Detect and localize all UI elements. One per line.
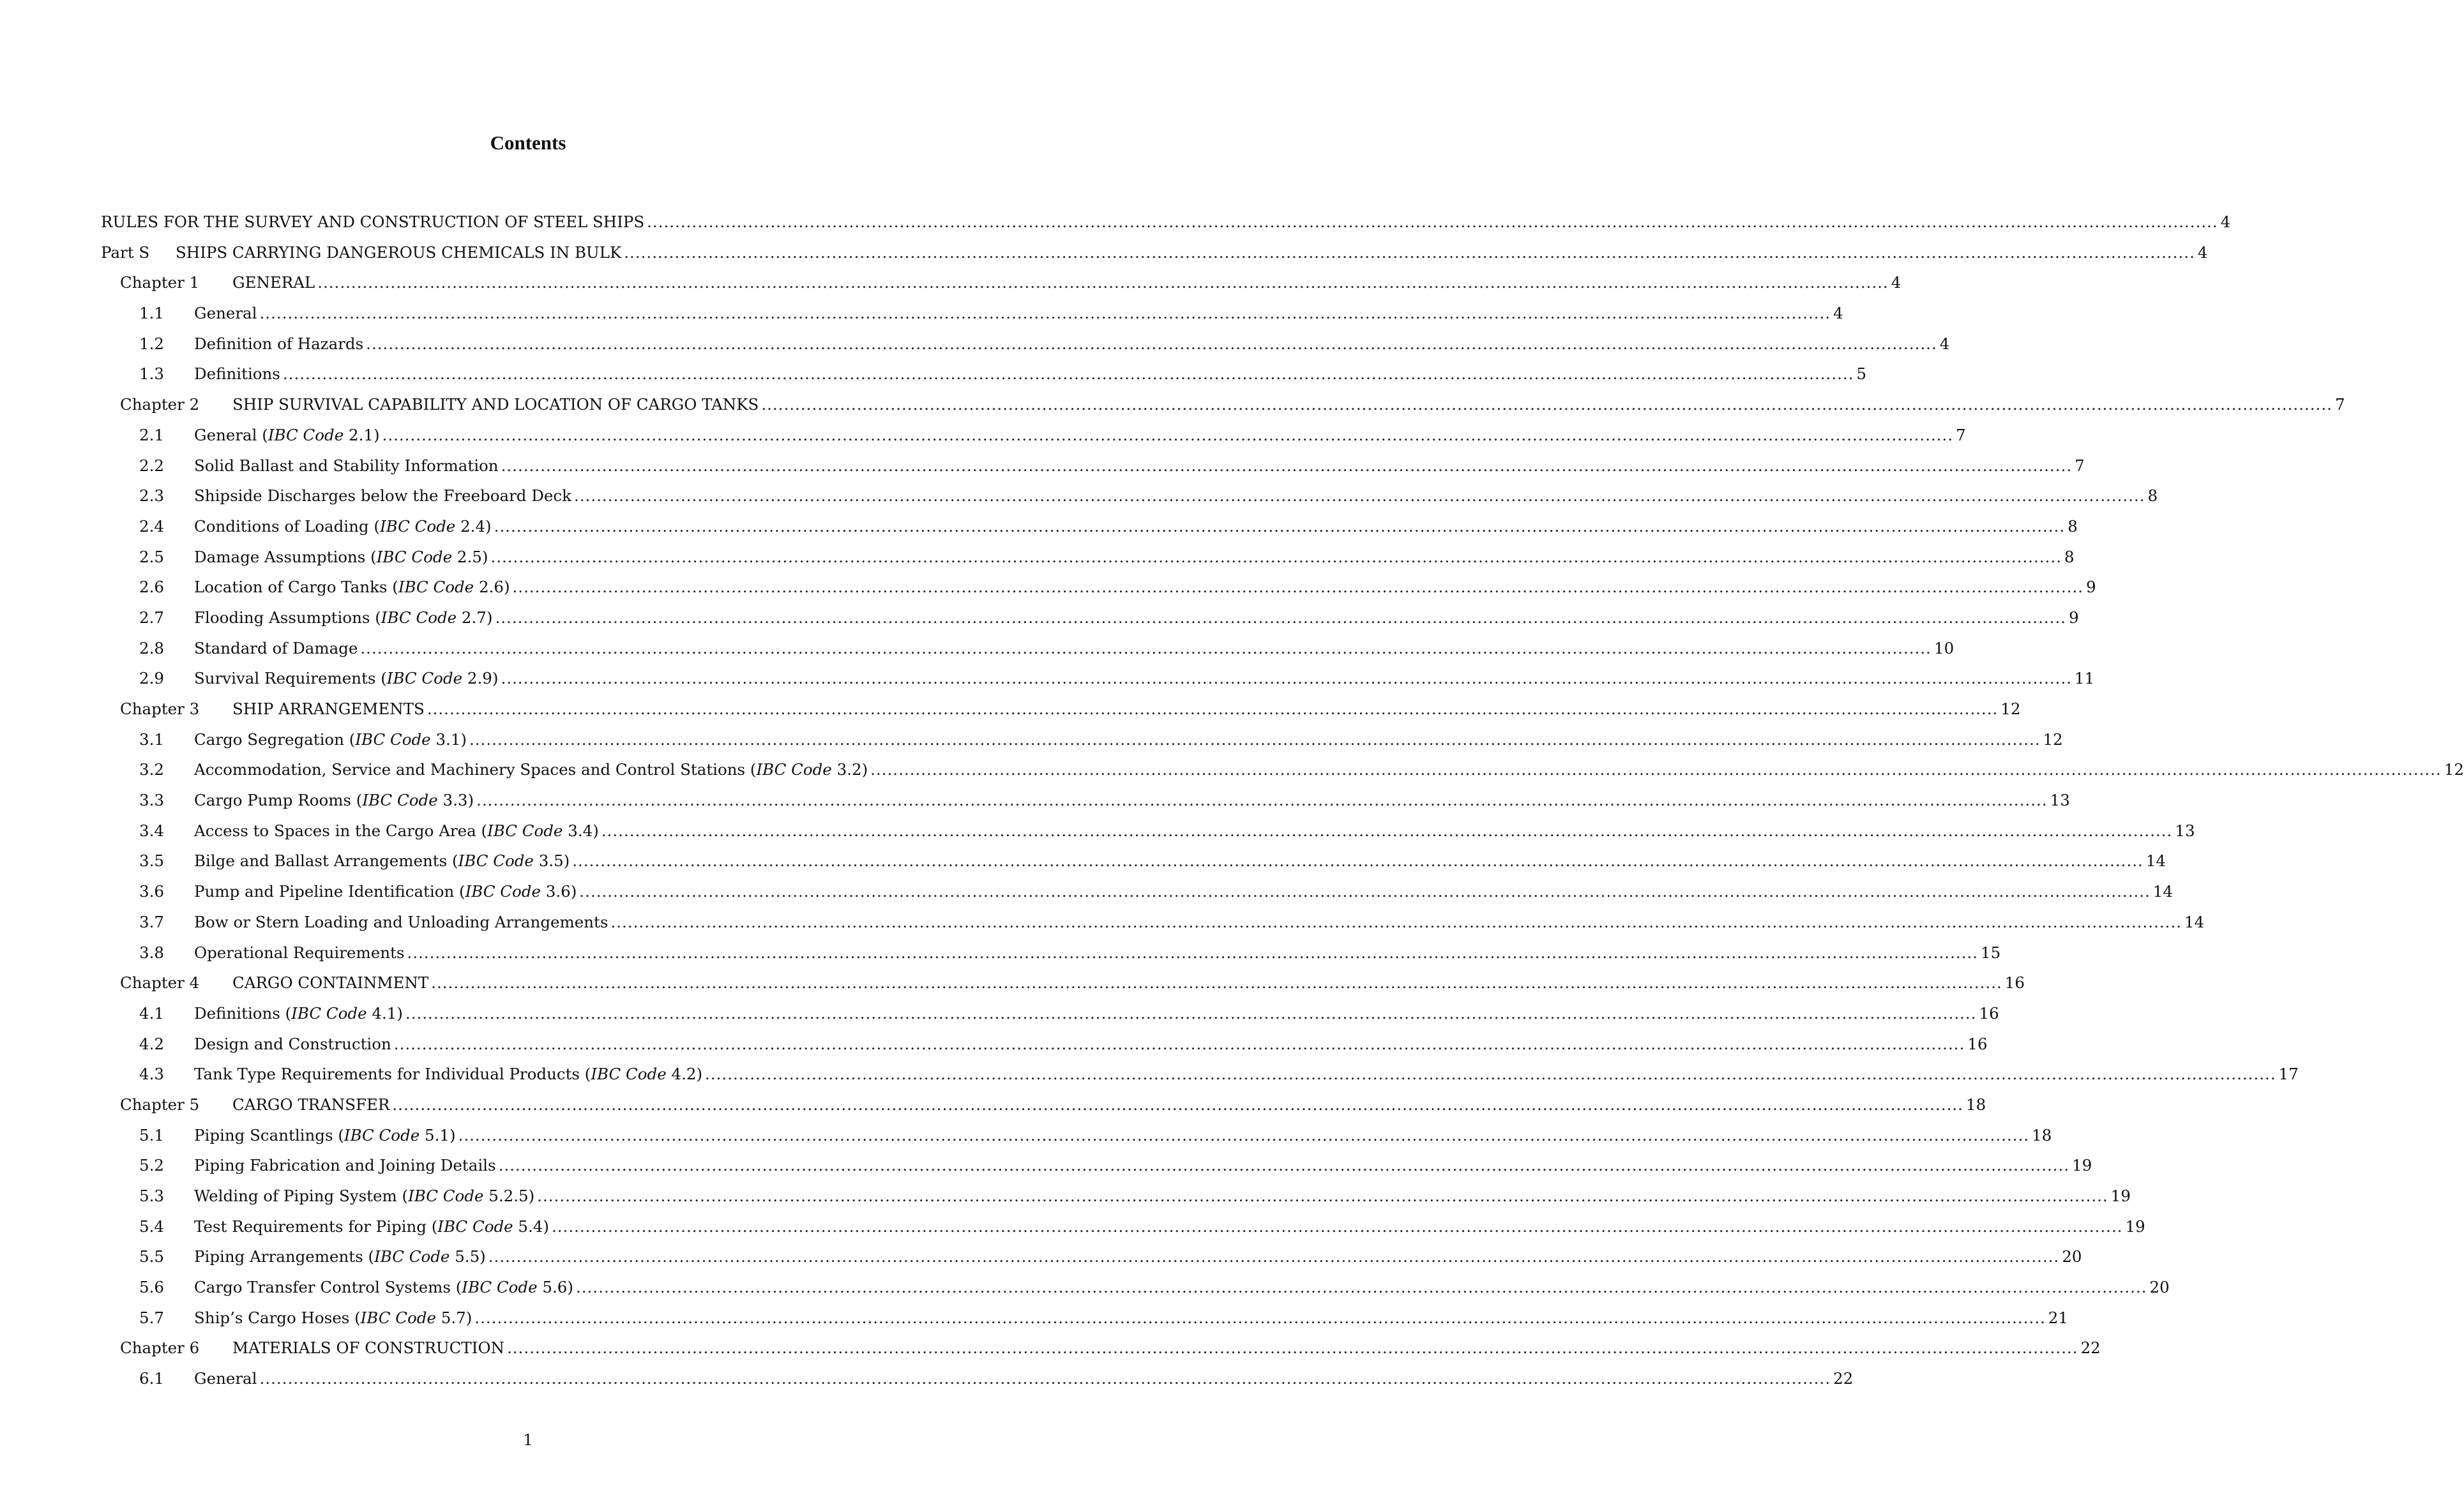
toc-entry-title-text: CARGO TRANSFER <box>232 1095 390 1114</box>
toc-entry[interactable] <box>101 663 2095 694</box>
toc-entry-number: Chapter 2 <box>120 395 200 414</box>
toc-entry-number: 2.6 <box>139 578 164 597</box>
toc-entry-number: Chapter 6 <box>120 1339 200 1358</box>
toc-entry-page: 7 <box>1956 425 1966 444</box>
toc-entry-code-name: IBC Code <box>591 1065 667 1084</box>
toc-leader-dots <box>488 1242 2060 1272</box>
toc-entry[interactable] <box>101 1059 2299 1090</box>
toc-entry-title <box>101 207 644 237</box>
toc-entry[interactable] <box>101 329 1950 359</box>
toc-entry-page: 13 <box>2175 821 2195 840</box>
toc-entry-page: 19 <box>2125 1217 2145 1236</box>
toc-entry-title-text: Welding of Piping System ( <box>194 1187 409 1205</box>
toc-entry-page: 14 <box>2145 852 2166 871</box>
toc-entry-code-ref: 5.1) <box>419 1125 456 1144</box>
toc-entry-code-name: IBC Code <box>360 1308 436 1327</box>
toc-entry-number: 5.3 <box>139 1187 164 1205</box>
toc-entry-title-text: CARGO CONTAINMENT <box>232 973 429 993</box>
toc-entry-page: 16 <box>1967 1034 1988 1053</box>
toc-leader-dots <box>499 1150 2070 1181</box>
toc-entry-number: 4.2 <box>139 1034 164 1053</box>
toc-entry[interactable] <box>101 237 2208 268</box>
toc-entry-title-text: Test Requirements for Piping ( <box>194 1217 438 1236</box>
toc-entry-number: 2.9 <box>139 669 164 688</box>
toc-entry[interactable] <box>101 907 2205 938</box>
toc-entry-title-text: Ship’s Cargo Hoses ( <box>194 1308 361 1327</box>
toc-entry-title <box>194 451 499 481</box>
toc-entry-page: 11 <box>2075 669 2095 688</box>
toc-entry-number: 1.2 <box>139 334 164 353</box>
toc-entry-title-text: Cargo Transfer Control Systems ( <box>194 1278 462 1297</box>
toc-entry-title <box>194 998 403 1029</box>
toc-entry-number: 2.3 <box>139 486 164 506</box>
toc-entry-number: 3.1 <box>139 730 164 749</box>
toc-entry-page: 16 <box>2004 973 2025 993</box>
toc-entry-code-name: IBC Code <box>756 760 832 779</box>
toc-leader-dots <box>507 1333 2078 1363</box>
toc-entry-number: 5.2 <box>139 1156 164 1175</box>
toc-entry[interactable] <box>101 754 2464 785</box>
toc-leader-dots <box>705 1059 2276 1090</box>
toc-entry-title <box>194 1212 549 1242</box>
toc-leader-dots <box>469 724 2041 755</box>
toc-entry-title-text: SHIPS CARRYING DANGEROUS CHEMICALS IN BULK <box>176 243 622 262</box>
toc-leader-dots <box>360 633 1931 664</box>
toc-leader-dots <box>501 451 2073 481</box>
toc-leader-dots <box>574 481 2145 511</box>
toc-entry-page: 7 <box>2334 395 2345 414</box>
toc-entry-title-text: RULES FOR THE SURVEY AND CONSTRUCTION OF STEEL SHIPS <box>101 213 645 231</box>
toc-entry-title-text: MATERIALS OF CONSTRUCTION <box>232 1339 504 1358</box>
toc-entry-title <box>232 694 425 724</box>
toc-entry[interactable] <box>101 207 2231 237</box>
toc-leader-dots <box>407 938 1978 968</box>
toc-leader-dots <box>624 237 2195 268</box>
toc-entry-code-ref: 2.9) <box>462 669 499 688</box>
toc-entry-number: 4.1 <box>139 1003 164 1023</box>
toc-entry[interactable] <box>101 420 1966 451</box>
toc-leader-dots <box>495 603 2066 633</box>
toc-leader-dots <box>431 968 2002 998</box>
toc-entry-title-text: Location of Cargo Tanks ( <box>194 578 398 597</box>
toc-entry-code-name: IBC Code <box>376 547 453 566</box>
toc-entry-page: 22 <box>2080 1339 2101 1358</box>
toc-entry-title <box>194 876 577 907</box>
toc-entry-page: 20 <box>2062 1247 2082 1266</box>
toc-entry-title-text: Standard of Damage <box>194 638 358 657</box>
toc-entry-code-name: IBC Code <box>465 882 541 901</box>
toc-entry-page: 13 <box>2050 791 2070 810</box>
toc-entry-title <box>194 1181 534 1212</box>
toc-entry-title-text: Access to Spaces in the Cargo Area ( <box>194 821 488 840</box>
toc-entry-title-text: SHIP ARRANGEMENTS <box>232 700 425 718</box>
toc-leader-dots <box>870 754 2442 785</box>
toc-entry-code-name: IBC Code <box>268 425 344 444</box>
toc-entry-title <box>194 1272 573 1303</box>
toc-leader-dots <box>513 572 2084 603</box>
toc-entry[interactable] <box>101 633 1954 664</box>
toc-entry-number: 4.3 <box>139 1065 164 1084</box>
toc-entry-code-ref: 3.1) <box>430 730 467 749</box>
toc-entry-title-text: GENERAL <box>232 273 315 292</box>
toc-entry-title <box>194 572 510 603</box>
toc-entry-number: Chapter 5 <box>120 1095 200 1114</box>
toc-entry-title-text: SHIP SURVIVAL CAPABILITY AND LOCATION OF CARGO TANKS <box>232 395 759 414</box>
toc-entry-page: 19 <box>2072 1156 2092 1175</box>
toc-entry-title-text: Tank Type Requirements for Individual Products ( <box>194 1065 591 1084</box>
toc-entry-number: 3.6 <box>139 882 164 901</box>
toc-entry-code-ref: 3.3) <box>437 791 474 810</box>
toc-entry-number: 5.6 <box>139 1278 164 1297</box>
toc-entry-code-name: IBC Code <box>379 516 456 536</box>
toc-entry-title-text: Accommodation, Service and Machinery Spaces and Control Stations ( <box>194 760 757 779</box>
toc-leader-dots <box>576 1272 2147 1303</box>
toc-entry[interactable] <box>101 1363 1854 1394</box>
toc-entry-title <box>194 1150 496 1181</box>
page-title: Contents <box>490 131 566 154</box>
toc-entry[interactable] <box>101 998 1999 1029</box>
toc-entry[interactable] <box>101 938 2001 968</box>
toc-leader-dots <box>283 359 1854 389</box>
toc-entry-number: Chapter 1 <box>120 273 200 292</box>
toc-entry-page: 4 <box>2197 243 2208 262</box>
toc-entry[interactable] <box>101 572 2096 603</box>
toc-entry-title-text: Design and Construction <box>194 1034 391 1053</box>
toc-leader-dots <box>647 207 2218 237</box>
toc-entry-code-ref: 5.5) <box>450 1247 486 1266</box>
toc-entry-title <box>232 1333 504 1363</box>
toc-entry-page: 17 <box>2278 1065 2299 1084</box>
toc-entry-page: 4 <box>1833 304 1843 323</box>
toc-entry-code-name: IBC Code <box>344 1125 420 1144</box>
toc-entry-page: 15 <box>1981 943 2001 962</box>
toc-entry[interactable] <box>101 846 2166 876</box>
toc-entry-number: 2.1 <box>139 425 164 444</box>
toc-entry-code-name: IBC Code <box>462 1278 538 1297</box>
toc-entry-number: 2.4 <box>139 516 164 536</box>
toc-entry-title-text: Definitions <box>194 364 280 384</box>
toc-entry-page: 16 <box>1979 1003 1999 1023</box>
toc-entry[interactable] <box>101 1029 1988 1060</box>
toc-entry-number: 2.7 <box>139 608 164 627</box>
toc-entry[interactable] <box>101 451 2085 481</box>
toc-entry-title-text: Bilge and Ballast Arrangements ( <box>194 852 458 871</box>
toc-leader-dots <box>392 1090 1963 1120</box>
toc-leader-dots <box>366 329 1937 359</box>
toc-entry-number: 1.1 <box>139 304 164 323</box>
toc-entry[interactable] <box>101 968 2025 998</box>
toc-entry-number: 3.3 <box>139 791 164 810</box>
toc-entry-number: 2.2 <box>139 456 164 475</box>
toc-entry-title-text: Cargo Pump Rooms ( <box>194 791 363 810</box>
toc-entry-page: 8 <box>2067 516 2078 536</box>
toc-entry-page: 12 <box>2444 760 2464 779</box>
toc-leader-dots <box>610 907 2182 938</box>
toc-entry-title <box>194 1059 702 1090</box>
toc-entry-title-text: Pump and Pipeline Identification ( <box>194 882 465 901</box>
toc-leader-dots <box>579 876 2150 907</box>
toc-entry-number: Chapter 4 <box>120 973 200 993</box>
toc-entry-title <box>232 968 428 998</box>
toc-entry-title-text: Bow or Stern Loading and Unloading Arrangements <box>194 912 608 931</box>
toc-entry-title <box>194 633 358 664</box>
toc-entry-title <box>194 724 467 755</box>
toc-entry-title-text: Operational Requirements <box>194 943 405 962</box>
toc-leader-dots <box>601 816 2173 846</box>
toc-entry-title-text: Survival Requirements ( <box>194 669 387 688</box>
toc-entry-title <box>194 785 474 816</box>
toc-entry-page: 14 <box>2184 912 2205 931</box>
toc-entry-title <box>194 1363 257 1394</box>
toc-entry-title <box>194 542 488 573</box>
toc-entry-title-text: Piping Arrangements ( <box>194 1247 375 1266</box>
toc-entry-page: 9 <box>2069 608 2079 627</box>
toc-entry-code-name: IBC Code <box>362 791 438 810</box>
toc-entry-number: 3.4 <box>139 821 164 840</box>
toc-entry-code-name: IBC Code <box>355 730 431 749</box>
toc-entry-number: 2.8 <box>139 638 164 657</box>
toc-entry-title <box>194 298 257 329</box>
toc-entry[interactable] <box>101 1333 2101 1363</box>
toc-entry[interactable] <box>101 816 2195 846</box>
toc-entry-number: 5.5 <box>139 1247 164 1266</box>
toc-entry[interactable] <box>101 1150 2092 1181</box>
toc-entry-page: 12 <box>2000 700 2021 718</box>
toc-entry-code-ref: 2.4) <box>455 516 492 536</box>
page-number: 1 <box>523 1430 533 1449</box>
toc-entry-page: 4 <box>2220 213 2231 231</box>
toc-entry-title-text: Piping Fabrication and Joining Details <box>194 1156 496 1175</box>
toc-entry[interactable] <box>101 359 1867 389</box>
toc-entry-title <box>194 420 380 451</box>
toc-entry[interactable] <box>101 298 1843 329</box>
toc-entry-title <box>232 1090 389 1120</box>
toc-entry-title <box>194 359 280 389</box>
toc-leader-dots <box>552 1212 2123 1242</box>
toc-entry[interactable] <box>101 785 2070 816</box>
toc-entry[interactable] <box>101 876 2173 907</box>
toc-entry-number: Part S <box>101 243 150 262</box>
toc-entry-code-name: IBC Code <box>408 1187 484 1205</box>
toc-entry-title-text: Shipside Discharges below the Freeboard Deck <box>194 486 571 506</box>
toc-leader-dots <box>474 1303 2046 1333</box>
toc-leader-dots <box>405 998 1977 1029</box>
toc-entry-page: 9 <box>2086 578 2096 597</box>
toc-entry[interactable] <box>101 1242 2082 1272</box>
toc-leader-dots <box>317 267 1889 298</box>
toc-entry-code-ref: 4.2) <box>666 1065 703 1084</box>
toc-entry-page: 20 <box>2149 1278 2170 1297</box>
toc-entry-title <box>194 329 363 359</box>
toc-entry-page: 18 <box>1965 1095 1986 1114</box>
toc-entry-code-ref: 4.1) <box>367 1003 403 1023</box>
toc-entry-title <box>194 754 868 785</box>
toc-entry-number: 6.1 <box>139 1369 164 1388</box>
toc-entry-code-ref: 2.5) <box>452 547 488 566</box>
toc-entry-number: 3.5 <box>139 852 164 871</box>
toc-entry-title <box>176 237 621 268</box>
toc-leader-dots <box>260 298 1831 329</box>
toc-entry-code-name: IBC Code <box>458 852 534 871</box>
toc-leader-dots <box>427 694 1999 724</box>
toc-entry-number: 3.8 <box>139 943 164 962</box>
toc-entry-page: 12 <box>2043 730 2063 749</box>
toc-entry[interactable] <box>101 694 2021 724</box>
toc-entry-title <box>232 267 315 298</box>
toc-entry-title <box>194 1242 486 1272</box>
toc-entry-title-text: Piping Scantlings ( <box>194 1125 344 1144</box>
toc-entry-code-ref: 5.2.5) <box>483 1187 535 1205</box>
toc-entry-code-name: IBC Code <box>291 1003 367 1023</box>
toc-entry-page: 18 <box>2032 1125 2052 1144</box>
toc-entry-code-ref: 3.6) <box>540 882 577 901</box>
toc-leader-dots <box>476 785 2048 816</box>
toc-entry-title-text: Conditions of Loading ( <box>194 516 380 536</box>
toc-entry-page: 21 <box>2048 1308 2069 1327</box>
toc-entry-page: 5 <box>1856 364 1867 384</box>
toc-entry-title-text: Definition of Hazards <box>194 334 364 353</box>
toc-entry-title-text: General <box>194 304 257 323</box>
toc-entry-page: 7 <box>2075 456 2085 475</box>
toc-entry-title <box>194 816 599 846</box>
toc-entry-title <box>194 1120 456 1151</box>
toc-entry-title-text: General <box>194 1369 257 1388</box>
toc-leader-dots <box>494 511 2066 542</box>
toc-leader-dots <box>382 420 1954 451</box>
toc-entry-title-text: Cargo Segregation ( <box>194 730 356 749</box>
toc-entry-code-ref: 5.7) <box>435 1308 472 1327</box>
toc-entry-title-text: Solid Ballast and Stability Information <box>194 456 499 475</box>
toc-entry-code-name: IBC Code <box>374 1247 450 1266</box>
toc-entry-page: 14 <box>2152 882 2173 901</box>
toc-entry-code-name: IBC Code <box>487 821 563 840</box>
toc-entry[interactable] <box>101 1303 2069 1333</box>
toc-entry[interactable] <box>101 542 2075 573</box>
toc-entry[interactable] <box>101 603 2079 633</box>
toc-entry[interactable] <box>101 1120 2052 1151</box>
toc-entry-page: 8 <box>2064 547 2075 566</box>
toc-entry-title-text: Definitions ( <box>194 1003 292 1023</box>
toc-leader-dots <box>761 389 2332 420</box>
toc-entry-code-ref: 3.5) <box>533 852 570 871</box>
toc-entry-title-text: Damage Assumptions ( <box>194 547 377 566</box>
toc-entry-title <box>194 1303 472 1333</box>
toc-entry[interactable] <box>101 481 2158 511</box>
toc-entry[interactable] <box>101 1090 1986 1120</box>
toc-entry-title <box>194 1029 391 1060</box>
toc-entry-code-name: IBC Code <box>437 1217 513 1236</box>
toc-entry-page: 8 <box>2147 486 2158 506</box>
toc-entry-title <box>194 907 608 938</box>
toc-leader-dots <box>537 1181 2108 1212</box>
toc-leader-dots <box>260 1363 1831 1394</box>
toc-entry-title <box>194 846 570 876</box>
toc-entry-page: 4 <box>1891 273 1901 292</box>
toc-entry-number: 3.7 <box>139 912 164 931</box>
table-of-contents <box>101 207 2464 1394</box>
toc-entry-code-name: IBC Code <box>381 608 457 627</box>
toc-entry-title-text: General ( <box>194 425 268 444</box>
toc-entry-number: 2.5 <box>139 547 164 566</box>
toc-entry-page: 19 <box>2110 1187 2131 1205</box>
toc-entry-number: Chapter 3 <box>120 700 200 718</box>
toc-entry-page: 22 <box>1833 1369 1854 1388</box>
toc-entry-number: 5.1 <box>139 1125 164 1144</box>
toc-entry-code-ref: 2.6) <box>474 578 510 597</box>
toc-entry[interactable] <box>101 1272 2170 1303</box>
toc-leader-dots <box>458 1120 2030 1151</box>
toc-entry[interactable] <box>101 724 2063 755</box>
toc-entry-number: 1.3 <box>139 364 164 384</box>
toc-entry-title <box>232 389 759 420</box>
toc-entry-title <box>194 511 492 542</box>
toc-entry-code-name: IBC Code <box>398 578 474 597</box>
toc-entry-title <box>194 603 492 633</box>
toc-leader-dots <box>572 846 2143 876</box>
toc-entry-code-ref: 3.2) <box>831 760 868 779</box>
toc-leader-dots <box>501 663 2072 694</box>
toc-leader-dots <box>490 542 2062 573</box>
toc-leader-dots <box>394 1029 1965 1060</box>
toc-entry[interactable] <box>101 267 1901 298</box>
toc-entry[interactable] <box>101 511 2078 542</box>
toc-entry-code-ref: 2.7) <box>457 608 493 627</box>
toc-entry-title-text: Flooding Assumptions ( <box>194 608 381 627</box>
toc-entry-code-ref: 5.6) <box>537 1278 573 1297</box>
toc-entry-number: 3.2 <box>139 760 164 779</box>
toc-entry[interactable] <box>101 1212 2145 1242</box>
toc-entry-page: 10 <box>1933 638 1954 657</box>
toc-entry-title <box>194 938 404 968</box>
toc-entry[interactable] <box>101 1181 2131 1212</box>
toc-entry-code-name: IBC Code <box>386 669 463 688</box>
toc-entry-page: 4 <box>1939 334 1950 353</box>
toc-entry-title <box>194 481 571 511</box>
toc-entry-number: 5.4 <box>139 1217 164 1236</box>
toc-entry-code-ref: 5.4) <box>513 1217 549 1236</box>
toc-entry-code-ref: 2.1) <box>344 425 380 444</box>
toc-entry-title <box>194 663 498 694</box>
toc-entry-number: 5.7 <box>139 1308 164 1327</box>
toc-entry[interactable] <box>101 389 2345 420</box>
toc-entry-code-ref: 3.4) <box>563 821 599 840</box>
